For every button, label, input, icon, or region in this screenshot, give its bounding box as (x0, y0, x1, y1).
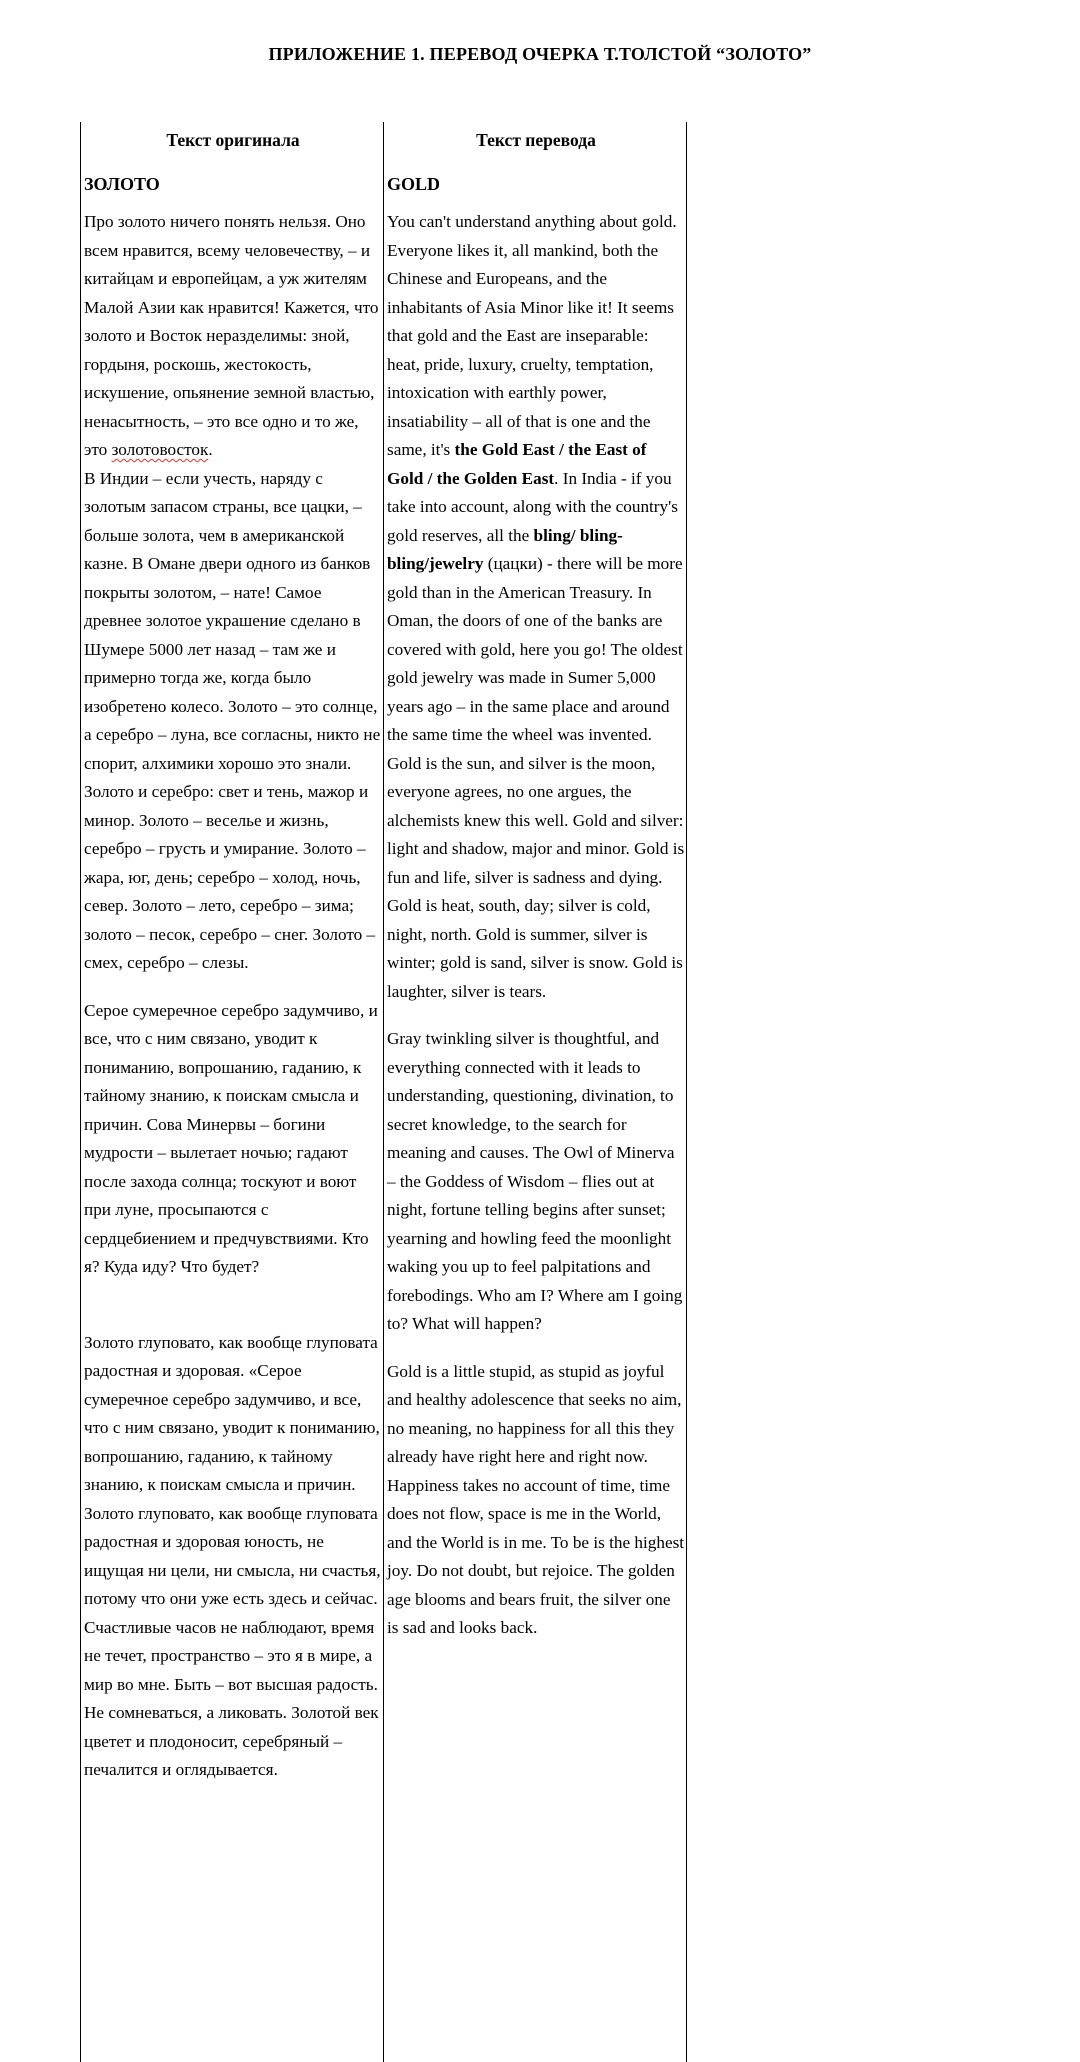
translation-paragraph-2: Gray twinkling silver is thoughtful, and everything connected with it leads to understanding, questioning, divination, to secret knowledge, to the search for meaning and causes. The Owl of Minerva – the Goddess of Wisdom – flies out at night, fortune telling begins after sunset; yearning and howling feed the moonlight waking you up to feel palpitations and forebodings. Who am I? Where am I going to? What will happen? (387, 1029, 683, 1333)
translation-column-header: Текст перевода (476, 130, 596, 150)
table-border-middle (383, 122, 384, 2062)
page-title: ПРИЛОЖЕНИЕ 1. ПЕРЕВОД ОЧЕРКА Т.ТОЛСТОЙ “ЗОЛОТО” (268, 44, 812, 64)
translation-paragraph-1: You can't understand anything about gold. Everyone likes it, all mankind, both the Chinese and Europeans, and the inhabitants of Asia Minor like it! It seems that gold and the East are inseparable: heat, pride, luxury, cruelty, temptation, intoxication with earthly power, insatiability – all of that is one and the same, it's the Gold East / the East of Gold / the Golden East. In India - if you take into account, along with the country's gold reserves, all the bling/ bling-bling/jewelry (цацки) - there will be more gold than in the American Treasury. In Oman, the doors of one of the banks are covered with gold, here you go! The oldest gold jewelry was made in Sumer 5,000 years ago – in the same place and around the same time the wheel was invented. Gold is the sun, and silver is the moon, everyone agrees, no one argues, the alchemists knew this well. Gold and silver: light and shadow, major and minor. Gold is fun and life, silver is sadness and dying. Gold is heat, south, day; silver is cold, night, north. Gold is summer, silver is winter; gold is sand, silver is snow. Gold is laughter, silver is tears. (387, 212, 685, 1001)
translation-paragraph-3: Gold is a little stupid, as stupid as joyful and healthy adolescence that seeks no aim, no meaning, no happiness for all this they already have right here and right now. Happiness takes no account of time, time does not flow, space is me in the World, and the World is in me. To be is the highest joy. Do not doubt, but rejoice. The golden age blooms and bears fruit, the silver one is sad and looks back. (387, 1361, 685, 1637)
bold-term-gold-east: the Gold East / the East of Gold / the Golden East (387, 440, 647, 488)
translation-heading: GOLD (387, 174, 441, 194)
bold-term-bling: bling/ bling-bling/jewelry (387, 525, 623, 573)
original-heading: ЗОЛОТО (84, 174, 160, 194)
translation-text-column (387, 122, 685, 1662)
translation-table (80, 122, 688, 2062)
original-paragraph-1: Про золото ничего понять нельзя. Оно всем нравится, всему человечеству, – и китайцам и европейцам, а уж жителям Малой Азии как нравится! Кажется, что золото и Восток неразделимы: зной, гордыня, роскошь, жестокость, искушение, опьянение земной властью, ненасытность, – это все одно и то же, это золотовосток. В Индии – если учесть, наряду с золотым запасом страны, все цацки, – больше золота, чем в американской казне. В Омане двери одного из банков покрыты золотом, – нате! Самое древнее золотое украшение сделано в Шумере 5000 лет назад – там же и примерно тогда же, когда было изобретено колесо. Золото – это солнце, а серебро – луна, все согласны, никто не спорит, алхимики хорошо это знали. Золото и серебро: свет и тень, мажор и минор. Золото – веселье и жизнь, серебро – грусть и умирание. Золото – жара, юг, день; серебро – холод, ночь, север. Золото – лето, серебро – зима; золото – песок, серебро – снег. Золото – смех, серебро – слезы. (84, 212, 381, 972)
spellcheck-word[interactable]: золотовосток (111, 440, 209, 459)
table-border-left (80, 122, 81, 2062)
original-column-header: Текст оригинала (166, 130, 300, 150)
original-paragraph-3: Золото глуповато, как вообще глуповата радостная и здоровая. «Серое сумеречное серебро задумчиво, и все, что с ним связано, уводит к пониманию, вопрошанию, гаданию, к тайному знанию, к поискам смысла и причин. Золото глуповато, как вообще глуповата радостная и здоровая юность, не ищущая ни цели, ни смысла, ни счастья, потому что они уже есть здесь и сейчас. Счастливые часов не наблюдают, время не течет, пространство – это я в мире, а мир во мне. Быть – вот высшая радость. Не сомневаться, а ликовать. Золотой век цветет и плодоносит, серебряный – печалится и оглядывается. (84, 1332, 381, 1779)
original-text-column (84, 122, 382, 1804)
paragraph-spacer (84, 1301, 382, 1329)
original-paragraph-2: Серое сумеречное серебро задумчиво, и все, что с ним связано, уводит к пониманию, вопрошанию, гаданию, к тайному знанию, к поискам смысла и причин. Сова Минервы – богини мудрости – вылетает ночью; гадают после захода солнца; тоскуют и воют при луне, просыпаются с сердцебиением и предчувствиями. Кто я? Куда иду? Что будет? (84, 1000, 378, 1276)
table-border-right (686, 122, 687, 2062)
